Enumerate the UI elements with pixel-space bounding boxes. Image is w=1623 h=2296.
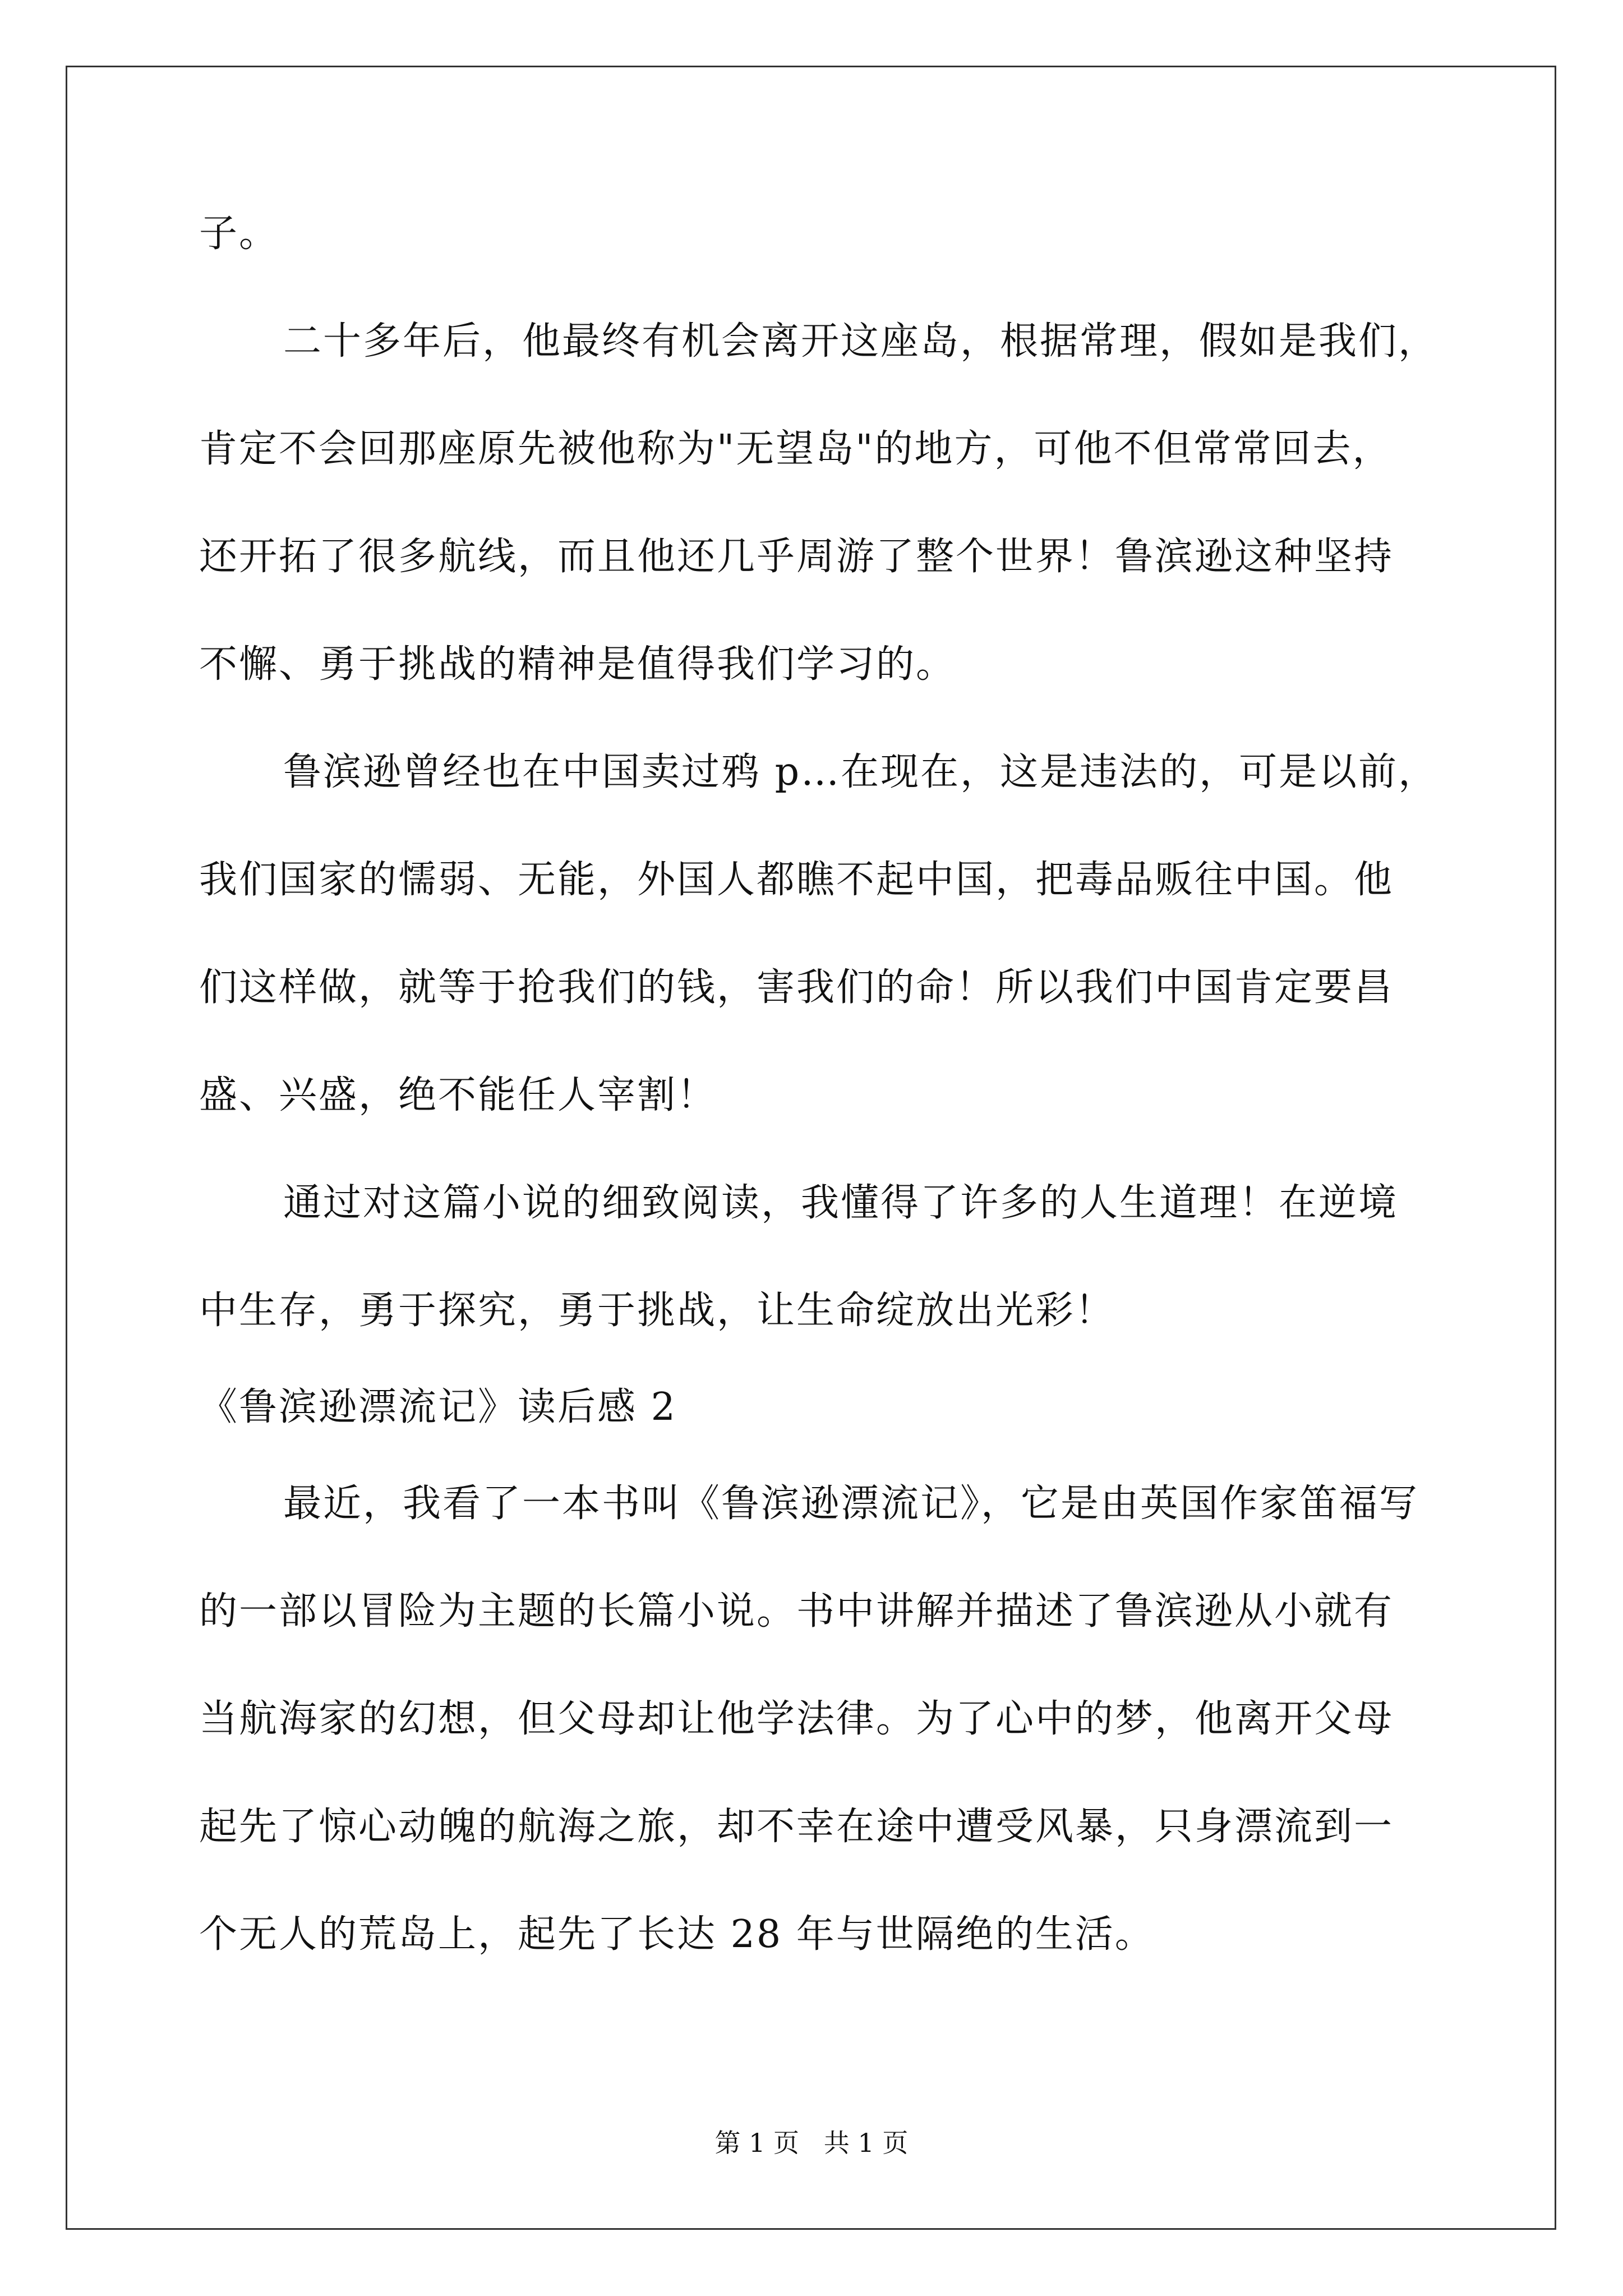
text-line: 肯定不会回那座原先被他称为"无望岛"的地方，可他不但常常回去， bbox=[199, 427, 1393, 471]
text-line: 还开拓了很多航线，而且他还几乎周游了整个世界！鲁滨逊这种坚持 bbox=[199, 535, 1394, 579]
text-line: 起先了惊心动魄的航海之旅，却不幸在途中遭受风暴，只身漂流到一 bbox=[199, 1805, 1394, 1849]
section-heading: 《鲁滨逊漂流记》读后感 2 bbox=[199, 1385, 677, 1429]
text-line: 们这样做，就等于抢我们的钱，害我们的命！所以我们中国肯定要昌 bbox=[199, 965, 1394, 1010]
text-line: 子。 bbox=[199, 211, 279, 256]
text-line: 的一部以冒险为主题的长篇小说。书中讲解并描述了鲁滨逊从小就有 bbox=[199, 1589, 1394, 1634]
text-line: 不懈、勇于挑战的精神是值得我们学习的。 bbox=[199, 642, 956, 687]
paragraph-start: 鲁滨逊曾经也在中国卖过鸦 p…在现在，这是违法的，可是以前， bbox=[283, 750, 1438, 794]
text-line: 当航海家的幻想，但父母却让他学法律。为了心中的梦，他离开父母 bbox=[199, 1697, 1394, 1741]
text-line: 中生存，勇于探究，勇于挑战，让生命绽放出光彩！ bbox=[199, 1289, 1115, 1333]
paragraph-start: 二十多年后，他最终有机会离开这座岛，根据常理，假如是我们， bbox=[283, 319, 1438, 364]
text-line: 盛、兴盛，绝不能任人宰割！ bbox=[199, 1073, 717, 1117]
paragraph-start: 通过对这篇小说的细致阅读，我懂得了许多的人生道理！在逆境 bbox=[283, 1181, 1399, 1225]
text-line: 我们国家的懦弱、无能，外国人都瞧不起中国，把毒品贩往中国。他 bbox=[199, 858, 1394, 902]
paragraph-start: 最近，我看了一本书叫《鲁滨逊漂流记》，它是由英国作家笛福写 bbox=[283, 1481, 1419, 1526]
page-footer: 第 1 页 共 1 页 bbox=[714, 2128, 909, 2158]
text-line: 个无人的荒岛上，起先了长达 28 年与世隔绝的生活。 bbox=[199, 1912, 1155, 1957]
